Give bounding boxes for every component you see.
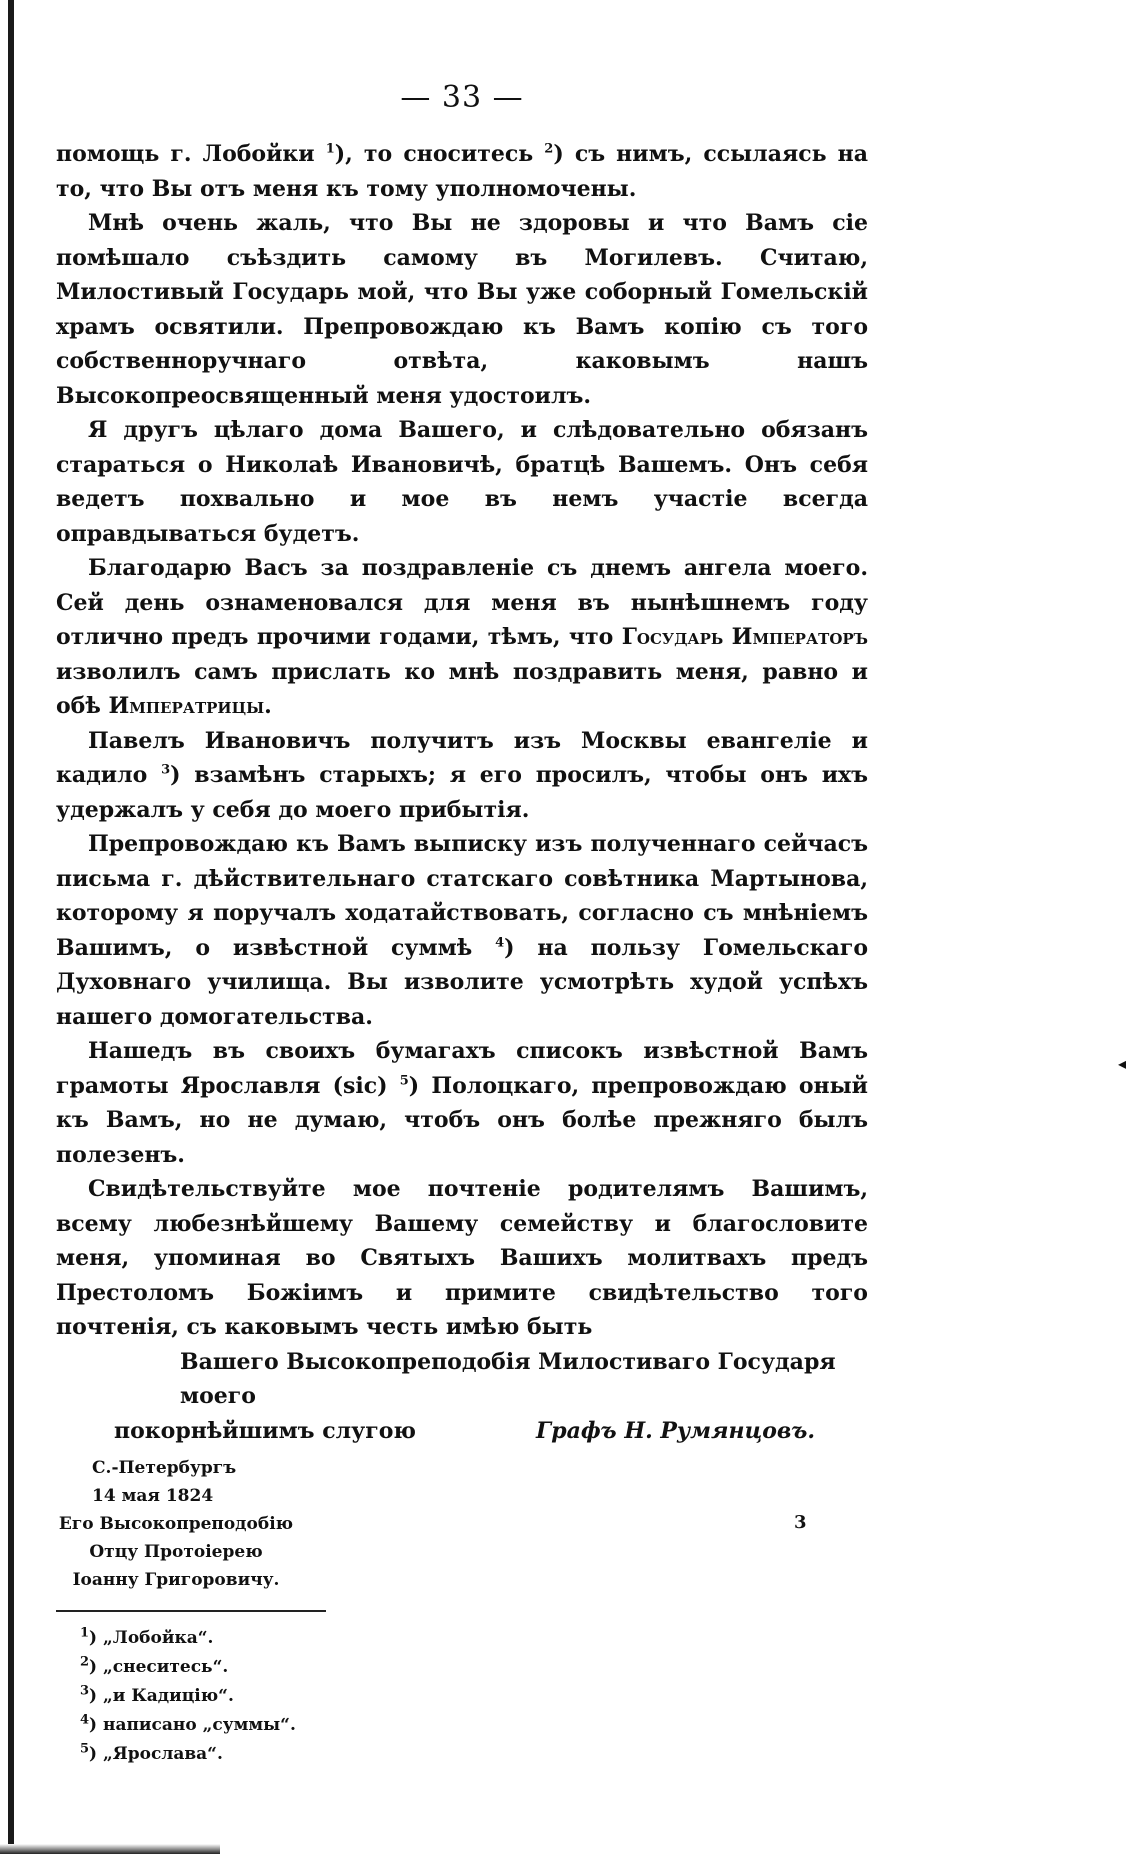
address-recipient-3: Іоанну Григоровичу. bbox=[72, 1569, 280, 1590]
scan-edge-bottom bbox=[0, 1844, 220, 1854]
footnote-item: $^5$) „Ярослава“. bbox=[80, 1740, 223, 1764]
footnote-ref-2: 2 bbox=[544, 141, 554, 157]
footnotes bbox=[56, 1624, 868, 1769]
sheet-signature-mark: 3 bbox=[794, 1512, 807, 1533]
signature-row bbox=[56, 1414, 868, 1448]
footnote-ref-4: 4 bbox=[495, 935, 505, 951]
address-date: 14 мая 1824 bbox=[92, 1485, 214, 1506]
paragraph-8: Свидѣтельствуйте мое почтеніе родителямъ Вашимъ, всему любезнѣйшему Вашему семейству и благословите меня, упоминая во Святыхъ Вашихъ молитвахъ предъ Престоломъ Божіимъ и примите свидѣтельство того почтенія, съ каковымъ честь имѣю быть bbox=[56, 1176, 868, 1340]
signature-servant: покорнѣйшимъ слугою bbox=[114, 1417, 416, 1444]
closing-formula: Вашего Высокопреподобія Милостиваго Государя моего bbox=[180, 1348, 836, 1409]
address-recipient-1: Его Высокопреподобію bbox=[58, 1513, 294, 1534]
address-recipient-2: Отцу Протоіерею bbox=[89, 1541, 263, 1562]
margin-mark: ◂ bbox=[1118, 1054, 1127, 1073]
address-block bbox=[56, 1454, 296, 1594]
footnote-item: $^2$) „снеситесь“. bbox=[80, 1653, 229, 1677]
footnote-ref-3: 3 bbox=[161, 762, 171, 778]
footnote-item: $^1$) „Лобойка“. bbox=[80, 1624, 214, 1648]
paragraph-4: Благодарю Васъ за поздравленіе съ днемъ ангела моего. Сей день ознаменовался для меня въ нынѣшнемъ году отлично предъ прочими годами, тѣмъ, что Государь Императоръ изволилъ самъ прислать ко мнѣ поздравить меня, равно и обѣ Императрицы. bbox=[56, 555, 869, 719]
footnote-item: $^4$) написано „суммы“. bbox=[80, 1711, 296, 1735]
empresses-title: Императрицы bbox=[108, 693, 265, 719]
paragraph-5: Павелъ Ивановичъ получитъ изъ Москвы евангеліе и кадило $^3$) взамѣнъ старыхъ; я его просилъ, чтобы онъ ихъ удержалъ у себя до моего прибытія. bbox=[56, 727, 869, 823]
footnote-ref-5: 5 bbox=[399, 1073, 409, 1089]
footnote-ref-1: 1 bbox=[325, 141, 335, 157]
letter-body bbox=[56, 137, 868, 1345]
emperor-title: Государь Императоръ bbox=[621, 624, 869, 650]
paragraph-6: Препровождаю къ Вамъ выписку изъ полученнаго сейчасъ письма г. дѣйствительнаго статскаго совѣтника Мартынова, которому я поручалъ ходатайствовать, согласно съ мнѣніемъ Вашимъ, о извѣстной суммѣ $^4$) на пользу Гомельскаго Духовнаго училища. Вы изволите усмотрѣть худой успѣхъ нашего домогательства. bbox=[56, 831, 868, 1030]
paragraph-1: помощь г. Лобойки $^1$), то сноситесь $^2$) съ нимъ, ссылаясь на то, что Вы отъ меня къ тому уполномочены. bbox=[56, 141, 868, 202]
footnote-item: $^3$) „и Кадицію“. bbox=[80, 1682, 234, 1706]
paragraph-2: Мнѣ очень жаль, что Вы не здоровы и что Вамъ сіе помѣшало съѣздить самому въ Могилевъ. Считаю, Милостивый Государь мой, что Вы уже соборный Гомельскій храмъ освятили. Препровождаю къ Вамъ копію съ того собственноручнаго отвѣта, каковымъ нашъ Высокопреосвященный меня удостоилъ. bbox=[56, 210, 868, 409]
paragraph-7: Нашедъ въ своихъ бумагахъ списокъ извѣстной Вамъ грамоты Ярославля (sic) $^5$) Полоцкаго, препровождаю оный къ Вамъ, но не думаю, чтобъ онъ болѣе прежняго былъ полезенъ. bbox=[56, 1038, 868, 1168]
signature-name: Графъ Н. Румянцовъ. bbox=[536, 1417, 816, 1444]
address-place: С.-Петербургъ bbox=[92, 1457, 237, 1478]
book-page bbox=[56, 80, 868, 1769]
scan-edge-left bbox=[8, 0, 14, 1854]
footnote-divider bbox=[56, 1610, 326, 1612]
paragraph-3: Я другъ цѣлаго дома Вашего, и слѣдовательно обязанъ стараться о Николаѣ Ивановичѣ, братцѣ Вашемъ. Онъ себя ведетъ похвально и мое въ немъ участіе всегда оправдываться будетъ. bbox=[56, 417, 868, 547]
page-number: — 33 — bbox=[400, 80, 524, 115]
